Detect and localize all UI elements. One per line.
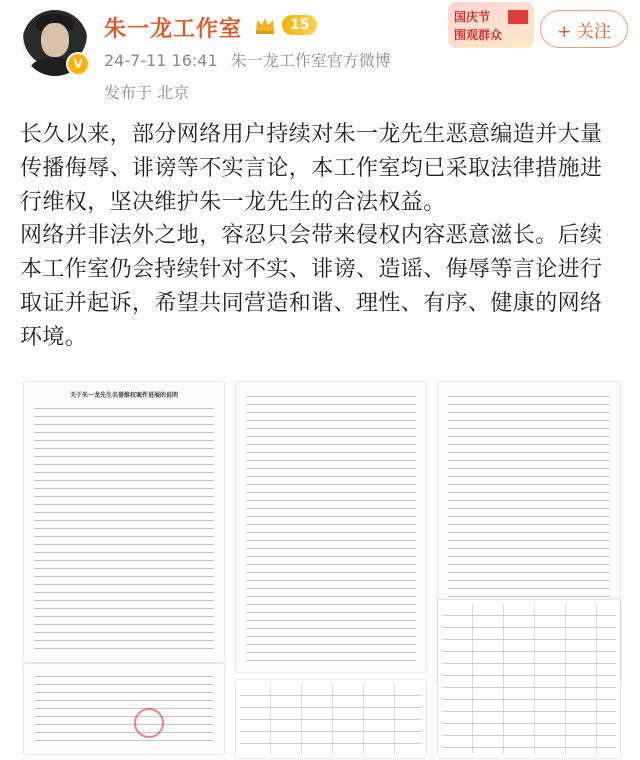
document-lines [34,404,214,652]
promo-line-2: 围观群众 [454,28,503,42]
case-table-2[interactable] [438,600,620,758]
seal-stamp [134,708,164,738]
statement-page-1[interactable] [24,382,224,662]
post-location: 发布于 北京 [104,83,190,102]
case-table-1[interactable] [236,680,426,758]
post-meta [104,48,391,71]
document-lines [34,672,214,744]
case-list-page[interactable] [236,382,426,672]
post-datetime: 24-7-11 16:41 [104,51,218,70]
level-badge: 15 [282,15,317,35]
verified-icon: V [66,52,90,76]
author-name[interactable]: 朱一龙工作室 [104,17,243,42]
statement-title: 关于朱一龙先生名誉维权案件进展的说明 [69,392,178,399]
flag-icon [508,10,528,24]
post-source[interactable]: 朱一龙工作室官方微博 [230,51,391,70]
content-paragraph: 长久以来，部分网络用户持续对朱一龙先生恶意编造并大量传播侮辱、诽谤等不实言论，本工作室均已采取法律措施进行维权，坚决维护朱一龙先生的合法权益。 [20,122,603,215]
promo-badge[interactable] [448,2,534,48]
follow-button[interactable]: + 关注 [540,10,628,48]
document-lines [246,392,416,662]
crown-icon [254,15,276,35]
promo-line-1: 国庆节 [454,10,491,24]
post-content [20,118,624,355]
avatar-face [41,23,69,57]
content-paragraph: 网络并非法外之地，容忍只会带来侵权内容恶意滋长。后续本工作室仍会持续针对不实、诽谤、造谣、侮辱等言论进行取证并起诉，希望共同营造和谐、理性、有序、健康的网络环境。 [20,223,603,350]
statement-page-2[interactable] [24,664,224,754]
table-grid [240,684,422,754]
table-grid [442,604,616,754]
